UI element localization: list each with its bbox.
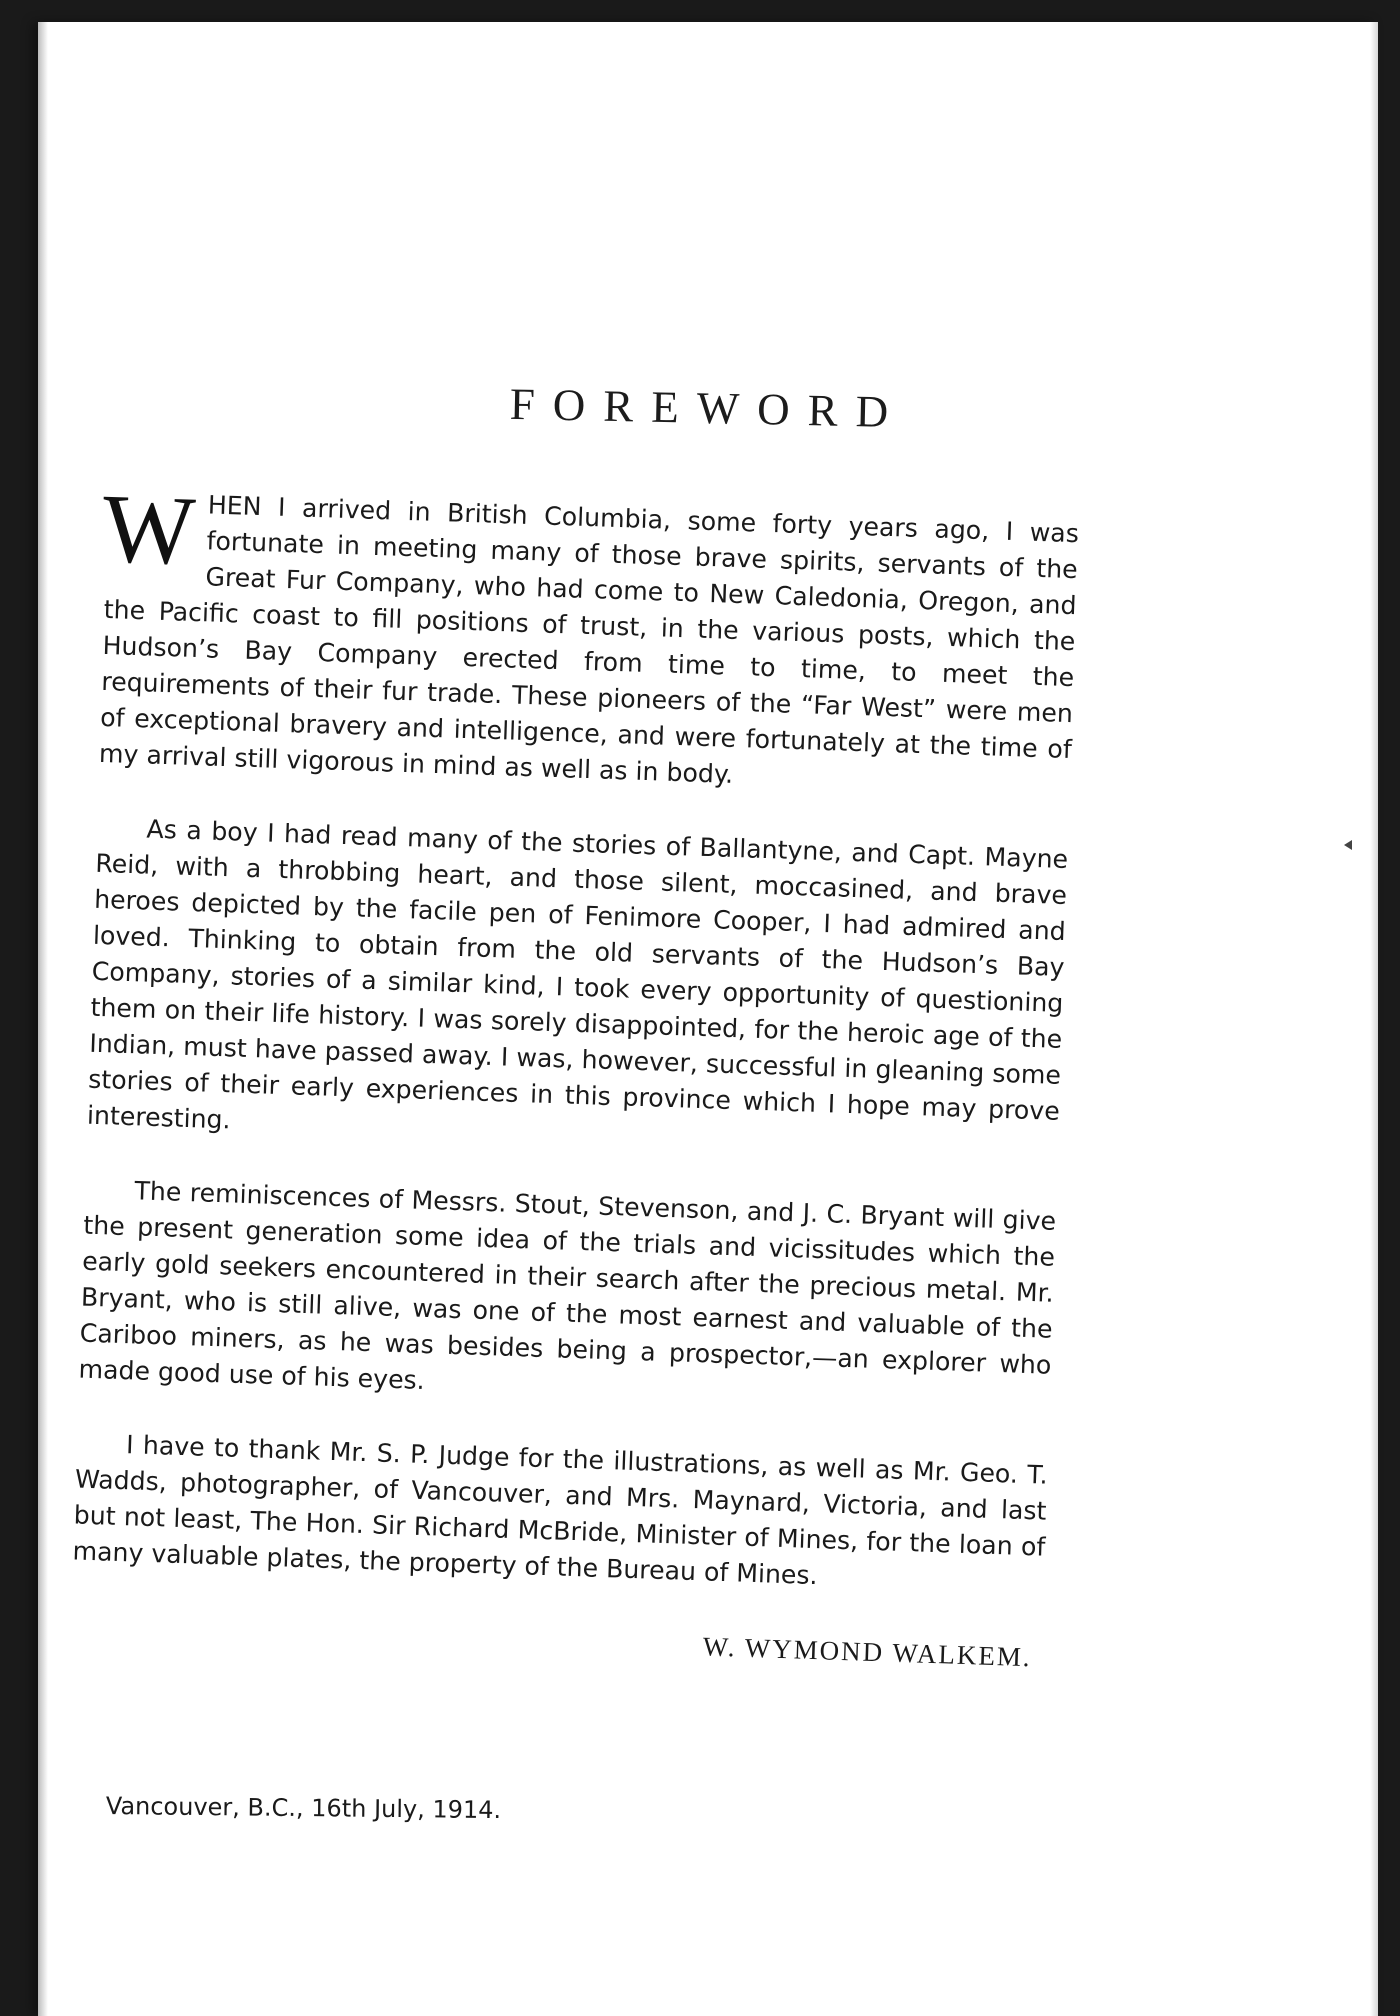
book-page xyxy=(38,22,1378,2016)
drop-cap: W xyxy=(100,474,197,586)
paragraph-4: I have to thank Mr. S. P. Judge for the illustrations, as well as Mr. Geo. T. Wadds, photographer, of Vancouver, and Mrs. Maynard, Victoria, and last but not least, The Hon. Sir Richard McBride, Minister of Mines, for the loan of many valuable plates, the property of the Bureau of Mines. xyxy=(72,1430,1049,1591)
paragraph-1-text: HEN I arrived in British Columbia, some forty years ago, I was fortunate in meeting many of those brave spirits, servants of the Great Fur Company, who had come to New Caledonia, Oregon, and the Pacific coast to fill positions of trust, in the various posts, which the Hudson’s Bay Company erected from time to time, to meet the requirements of their fur trade. These pioneers of the “Far West” were men of exceptional bravery and intelligence, and were fortunately at the time of my arrival still vigorous in mind as well as in body. xyxy=(98,490,1080,789)
dateline: Vancouver, B.C., 16th July, 1914. xyxy=(105,1792,502,1825)
paragraph-3: The reminiscences of Messrs. Stout, Stevenson, and J. C. Bryant will give the present generation some idea of the trials and vicissitudes which the early gold seekers encountered in their search after the precious metal. Mr. Bryant, who is still alive, was one of the most earnest and valuable of the Cariboo miners, as he was besides being a prospector,—an explorer who made good use of his eyes. xyxy=(78,1176,1057,1395)
paragraph-2: As a boy I had read many of the stories of Ballantyne, and Capt. Mayne Reid, with a throbbing heart, and those silent, moccasined, and brave heroes depicted by the facile pen of Fenimore Cooper, I had admired and loved. Thinking to obtain from the old servants of the Hudson’s Bay Company, stories of a similar kind, I took every opportunity of questioning them on their life history. I was sorely disappointed, for the heroic age of the Indian, must have passed away. I was, however, successful in gleaning some stories of their early experiences in this province which I hope may prove interesting. xyxy=(86,814,1069,1135)
author-signature: W. WYMOND WALKEM. xyxy=(702,1631,1033,1673)
foreword-body xyxy=(70,474,1080,1676)
margin-mark xyxy=(1344,840,1352,850)
page-title: FOREWORD xyxy=(509,378,907,438)
page-edge xyxy=(1370,22,1378,2016)
page-gutter-shadow xyxy=(38,22,48,2016)
paragraph-1 xyxy=(98,474,1080,804)
